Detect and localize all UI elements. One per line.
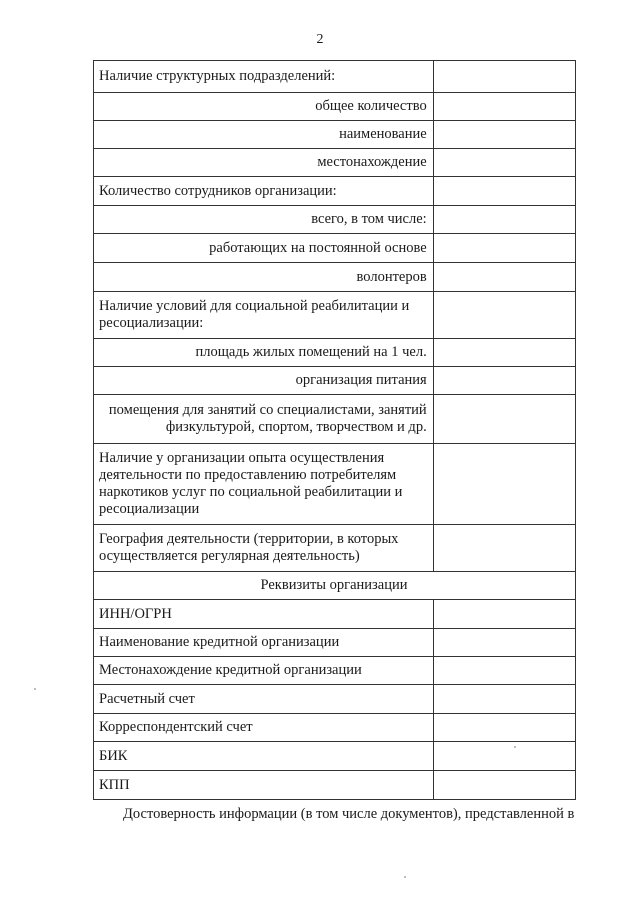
field-label-cell: БИК	[94, 742, 434, 771]
table-row	[94, 292, 576, 339]
table-row	[94, 714, 576, 742]
table-row	[94, 177, 576, 206]
field-label-cell: ИНН/ОГРН	[94, 600, 434, 629]
field-label-cell: помещения для занятий со специалистами, занятий физкультурой, спортом, творчеством и др.	[94, 395, 434, 444]
field-label-cell: Корреспондентский счет	[94, 714, 434, 742]
field-value-cell[interactable]	[433, 177, 575, 206]
table-row	[94, 121, 576, 149]
field-label-cell: КПП	[94, 771, 434, 800]
field-value-cell[interactable]	[433, 263, 575, 292]
field-value-cell[interactable]	[433, 714, 575, 742]
table-row	[94, 395, 576, 444]
field-value-cell[interactable]	[433, 61, 575, 93]
scan-speck	[404, 876, 406, 878]
field-label-cell: Наименование кредитной организации	[94, 629, 434, 657]
table-row	[94, 93, 576, 121]
table-row	[94, 263, 576, 292]
table-row	[94, 657, 576, 685]
section-heading-cell: Реквизиты организации	[94, 572, 576, 600]
table-row	[94, 367, 576, 395]
table-row	[94, 234, 576, 263]
field-label-cell: площадь жилых помещений на 1 чел.	[94, 339, 434, 367]
field-value-cell[interactable]	[433, 339, 575, 367]
table-row	[94, 600, 576, 629]
field-value-cell[interactable]	[433, 292, 575, 339]
table-row	[94, 685, 576, 714]
table-row	[94, 742, 576, 771]
field-label-cell: волонтеров	[94, 263, 434, 292]
scan-speck	[34, 688, 36, 690]
field-label-cell: Наличие у организации опыта осуществления деятельности по предоставлению потребителям наркотиков услуг по социальной реабилитации и ресоциализации	[94, 444, 434, 525]
footer-paragraph: Достоверность информации (в том числе документов), представленной в	[123, 806, 575, 822]
field-value-cell[interactable]	[433, 444, 575, 525]
field-label-cell: География деятельности (территории, в которых осуществляется регулярная деятельность)	[94, 525, 434, 572]
organization-info-table	[93, 60, 576, 800]
table-row	[94, 771, 576, 800]
field-value-cell[interactable]	[433, 771, 575, 800]
field-value-cell[interactable]	[433, 149, 575, 177]
field-value-cell[interactable]	[433, 234, 575, 263]
table-row	[94, 149, 576, 177]
table-row	[94, 525, 576, 572]
field-value-cell[interactable]	[433, 685, 575, 714]
field-value-cell[interactable]	[433, 600, 575, 629]
field-label-cell: работающих на постоянной основе	[94, 234, 434, 263]
field-label-cell: Местонахождение кредитной организации	[94, 657, 434, 685]
field-value-cell[interactable]	[433, 395, 575, 444]
field-label-cell: Наличие структурных подразделений:	[94, 61, 434, 93]
field-value-cell[interactable]	[433, 367, 575, 395]
field-value-cell[interactable]	[433, 657, 575, 685]
field-value-cell[interactable]	[433, 206, 575, 234]
field-value-cell[interactable]	[433, 629, 575, 657]
field-label-cell: Расчетный счет	[94, 685, 434, 714]
field-value-cell[interactable]	[433, 93, 575, 121]
field-label-cell: общее количество	[94, 93, 434, 121]
field-value-cell[interactable]	[433, 121, 575, 149]
page-number: 2	[316, 32, 324, 47]
field-label-cell: местонахождение	[94, 149, 434, 177]
field-value-cell[interactable]	[433, 742, 575, 771]
table-row	[94, 339, 576, 367]
table-row	[94, 206, 576, 234]
table-row	[94, 444, 576, 525]
table-row	[94, 572, 576, 600]
scan-speck	[514, 746, 516, 748]
field-label-cell: наименование	[94, 121, 434, 149]
field-label-cell: всего, в том числе:	[94, 206, 434, 234]
field-label-cell: Наличие условий для социальной реабилитации и ресоциализации:	[94, 292, 434, 339]
table-body	[94, 61, 576, 800]
table-row	[94, 61, 576, 93]
table-row	[94, 629, 576, 657]
field-label-cell: Количество сотрудников организации:	[94, 177, 434, 206]
field-value-cell[interactable]	[433, 525, 575, 572]
field-label-cell: организация питания	[94, 367, 434, 395]
